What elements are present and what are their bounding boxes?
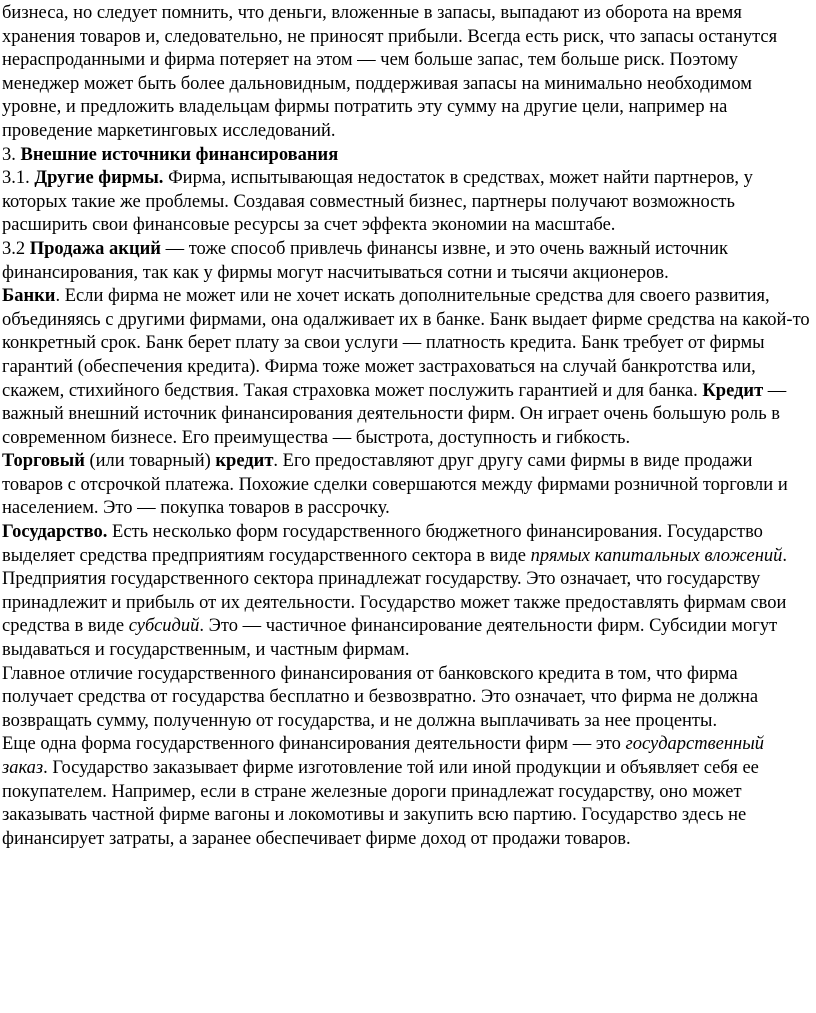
term-italic: прямых капитальных вложений [530,545,783,566]
term-bold: Кредит [702,380,764,401]
paragraph-state-vs-bank [2,663,812,734]
paragraph-text: бизнеса, но следует помнить, что деньги, вложенные в запасы, выпадают из оборота на время хранения товаров и, следовательно, не приносят прибыли. Всегда есть риск, что запасы останутся нераспроданными и фирма потеряет на этом — чем больше запас, тем больше риск. Поэтому менеджер может быть более дальновидным, поддерживая запасы на минимально необходимом уровне, и предложить владельцам фирмы потратить эту сумму на другие цели, например на проведение маркетинговых исследований. [2,3,778,141]
paragraph-text: . Это — частичное финансирование деятельности фирм. Субсидии могут выдаваться и государственным, и частным фирмам. [2,616,778,661]
term-title: Торговый [2,451,85,472]
term-bold: кредит [215,451,274,472]
paragraph-state-order [2,733,812,851]
paragraph-text: Главное отличие государственного финансирования от банковского кредита в том, что фирма получает средства от государства бесплатно и безвозвратно. Это означает, что фирма не должна возвращать сумму, полученную от государства, и не должна выплачивать за нее проценты. [2,663,759,731]
paragraph-text: Есть несколько форм государственного бюджетного финансирования. Государство выделяет средства предприятиям государственного сектора в виде [2,522,763,566]
paragraph-text: (или товарный) [84,451,216,472]
term-title: Государство. [2,522,108,543]
subsection-title: Другие фирмы. [34,168,164,189]
paragraph-text: Фирма, испытывающая недостаток в средствах, может найти партнеров, у которых такие же проблемы. Создавая совместный бизнес, партнеры получают возможность расширить свои финансовые ресурсы за счет эффекта экономии на масштабе. [2,168,753,236]
paragraph-text: . Предприятия государственного сектора принадлежат государству. Это означает, что государству принадлежит и прибыль от их деятельности. Государство может также предоставлять фирмам свои средства в виде [2,545,788,637]
paragraph-other-firms [2,167,812,238]
subsection-number: 3.1. [2,168,35,189]
paragraph-text: . Если фирма не может или не хочет искать дополнительные средства для своего развития, объединяясь с другими фирмами, она одалживает их в банке. Банк выдает фирме средства на какой-то конкретный срок. Банк берет плату за свои услуги — платность кредита. Банк требует от фирмы гарантий (обеспечения кредита). Фирма тоже может застраховаться на случай банкротства или, скажем, стихийного бедствия. Такая страховка может послужить гарантией и для банка. [2,286,810,401]
subsection-title: Продажа акций [29,238,161,259]
section-number: 3. [2,144,21,165]
paragraph-trade-credit [2,450,812,521]
term-italic: субсидий [128,616,200,637]
paragraph-text: Еще одна форма государственного финансирования деятельности фирм — это [2,734,626,755]
section-heading-external-sources [2,144,812,168]
paragraph-text: . Его предоставляют друг другу сами фирмы в виде продажи товаров с отсрочкой платежа. Похожие сделки совершаются между фирмами розничной торговли и населением. Это — покупка товаров в рассрочку. [2,451,788,519]
subsection-number: 3.2 [2,238,30,259]
section-title: Внешние источники финансирования [20,144,339,165]
paragraph-inventory [2,2,812,144]
paragraph-text: — важный внешний источник финансирования деятельности фирм. Он играет очень большую роль в современном бизнесе. Его преимущества — быстрота, доступность и гибкость. [2,380,787,448]
term-italic: государственный заказ [2,734,764,778]
paragraph-text: — тоже способ привлечь финансы извне, и это очень важный источник финансирования, так как у фирмы могут насчитываться сотни и тысячи акционеров. [2,238,728,283]
term-title: Банки [2,286,56,307]
paragraph-state [2,521,812,663]
paragraph-text: . Государство заказывает фирме изготовление той или иной продукции и объявляет себя ее покупателем. Например, если в стране железные дороги принадлежат государству, оно может заказывать частной фирме вагоны и локомотивы и закупить всю партию. Государство здесь не финансирует затраты, а заранее обеспечивает фирме доход от продажи товаров. [2,758,759,849]
paragraph-banks [2,285,812,450]
paragraph-share-sale [2,238,812,285]
